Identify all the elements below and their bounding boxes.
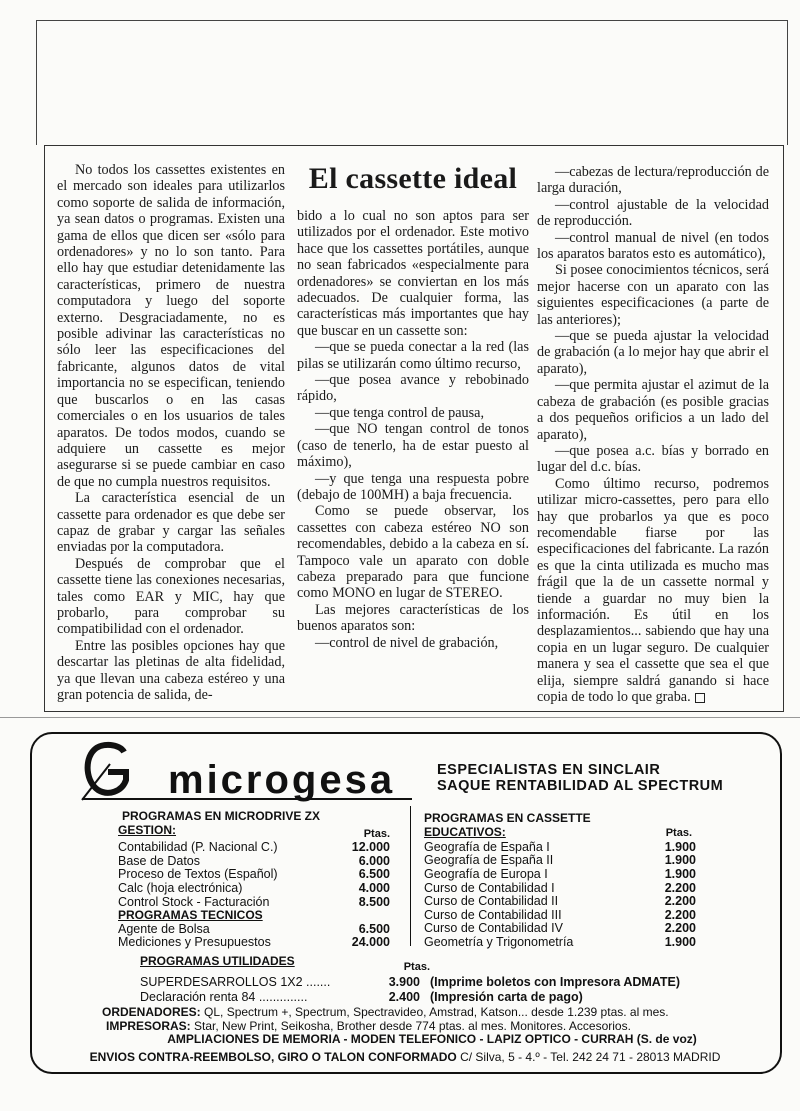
- program-name: Agente de Bolsa: [118, 921, 210, 936]
- paragraph: —que permita ajustar el azimut de la cabeza de grabación (es posible gracias a dos pequeños orificios a un lado del aparato),: [537, 377, 769, 443]
- paragraph: No todos los cassettes existentes en el mercado son ideales para utilizarlos como soporte de salida de información, ya sean datos o programas. Existen una gama de ellos que dicen ser «sólo para ordenadores» y no lo son tanto. Para ello hay que estudiar detenidamente las características, primero de nuestra computadora y luego del soporte externo. Desgraciadamente, no es posible adivinar las características no sólo leer las especificaciones del fabricante, algunos datos de vital importancia no se especifican, teniendo que buscarlos o en las casas comerciales o en los usuarios de tales aparatos. De todos modos, cuando se adquiere un cassette es mejor asegurarse si se puede cambiar en caso de que no cumpla nuestros requisitos.: [57, 162, 285, 490]
- program-price: 6.500: [358, 921, 390, 936]
- end-mark-icon: [695, 693, 705, 703]
- educativos-label: EDUCATIVOS:: [424, 824, 506, 839]
- utilidades-label: PROGRAMAS UTILIDADES: [140, 954, 295, 968]
- program-price: 6.000: [358, 853, 390, 868]
- program-name: Mediciones y Presupuestos: [118, 935, 271, 950]
- advertisement: [30, 732, 782, 1074]
- paragraph: —que posea a.c. bías y borrado en lugar del d.c. bías.: [537, 442, 769, 476]
- program-price: 1.900: [664, 839, 696, 854]
- tecnicos-list: [118, 923, 390, 950]
- price-row: [424, 922, 704, 936]
- program-name: Base de Datos: [118, 853, 200, 868]
- top-blank-area: [36, 20, 788, 145]
- ampliaciones-text: AMPLIACIONES DE MEMORIA - MODEN TELEFONICO - LAPIZ OPTICO - CURRAH (S. de voz): [167, 1032, 697, 1046]
- program-price: 2.200: [664, 880, 696, 895]
- paragraph-text: Como último recurso, podremos utilizar micro-cassettes, pero para ello hay que probarlos ya que es poco recomendable fiarse por las especificaciones del fabricante. La razón es que la cinta utilizada es mucho mas frágil que la de un cassette normal y tiende a guardar no muy bien la información. Es útil en los desplazamientos... sabiendo que hay una copia en un lugar seguro. De cualquier manera y sea el cassette que sea el que elija, siempre saldrá ganando si hace copia de todo lo que graba.: [537, 475, 769, 705]
- program-name: Calc (hoja electrónica): [118, 880, 243, 895]
- ptas-label: Ptas.: [363, 827, 390, 840]
- utilidad-row: [140, 990, 700, 1005]
- paragraph: Las mejores características de los buenos aparatos son:: [297, 601, 529, 635]
- program-name: Geometría y Trigonometría: [424, 934, 574, 949]
- article-column-1: [57, 162, 285, 703]
- ad-slogan: [437, 762, 723, 794]
- utilidad-note: (Impresión carta de pago): [430, 990, 583, 1004]
- ad-bottom-info: [102, 1006, 762, 1047]
- article-title: El cassette ideal: [308, 162, 518, 195]
- utilidad-name: Declaración renta 84 ..............: [140, 990, 308, 1004]
- paragraph: —que NO tengan control de tonos (caso de tenerlo, ha de estar puesto al máximo),: [297, 421, 529, 471]
- utilidad-row: [140, 975, 700, 990]
- paragraph: [537, 476, 769, 706]
- article-column-2: [297, 162, 529, 651]
- program-price: 12.000: [351, 840, 390, 855]
- program-price: 2.200: [664, 907, 696, 922]
- program-price: 8.500: [358, 894, 390, 909]
- ptas-label: Ptas.: [403, 961, 430, 973]
- brand-logotype: microgesa: [168, 758, 396, 802]
- gestion-list: [118, 841, 390, 909]
- tecnicos-label: PROGRAMAS TECNICOS: [118, 908, 263, 923]
- section-header: PROGRAMAS EN MICRODRIVE ZX: [122, 809, 321, 823]
- program-name: Curso de Contabilidad I: [424, 880, 555, 895]
- program-price: 2.200: [664, 921, 696, 936]
- utilidad-price: 3.900: [388, 975, 420, 989]
- program-price: 6.500: [358, 867, 390, 882]
- paragraph: La característica esencial de un cassette para ordenador es que debe ser capaz de grabar y cargar las señales enviadas por la computadora.: [57, 490, 285, 556]
- program-name: Geografía de Europa I: [424, 866, 548, 881]
- logo-underline: [82, 798, 412, 800]
- microgesa-logo-icon: [80, 740, 140, 802]
- section-divider: [0, 717, 800, 718]
- slogan-line-2: SAQUE RENTABILIDAD AL SPECTRUM: [437, 778, 724, 794]
- paragraph: —que tenga control de pausa,: [315, 404, 485, 421]
- gestion-header-row: [118, 824, 390, 842]
- price-row: [118, 868, 390, 882]
- program-name: Curso de Contabilidad II: [424, 894, 559, 909]
- price-row: [424, 882, 704, 896]
- column-divider: [410, 806, 411, 946]
- price-row: [118, 841, 390, 855]
- utilidades-list: [140, 975, 700, 1005]
- program-price: 1.900: [664, 866, 696, 881]
- paragraph: —que se pueda conectar a la red (las pilas se utilizarán como último recurso,: [297, 339, 529, 372]
- price-row: [424, 854, 704, 868]
- price-row: [118, 923, 390, 937]
- program-price: 24.000: [351, 935, 390, 950]
- program-price: 2.200: [664, 894, 696, 909]
- utilidad-price: 2.400: [388, 990, 420, 1004]
- footer-address: C/ Silva, 5 - 4.º - Tel. 242 24 71 - 28013 MADRID: [460, 1050, 721, 1064]
- program-price: 1.900: [664, 853, 696, 868]
- slogan-line-1: ESPECIALISTAS EN SINCLAIR: [437, 762, 661, 778]
- article-column-3: [537, 164, 769, 705]
- gestion-label: GESTION:: [118, 822, 177, 837]
- program-name: Proceso de Textos (Español): [118, 867, 278, 882]
- paragraph: —que posea avance y rebobinado rápido,: [297, 372, 529, 405]
- ptas-label: Ptas.: [665, 827, 692, 840]
- article-box: [44, 145, 784, 712]
- paragraph: bido a lo cual no son aptos para ser utilizados por el ordenador. Este motivo hace que los cassettes portátiles, aunque no sean fabricados «especialmente para ordenadores» se conviertan en los más adecuados. De cualquier forma, las características más importantes que hay que buscar en un cassette son:: [297, 208, 529, 339]
- section-header: PROGRAMAS EN CASSETTE: [424, 811, 591, 825]
- program-name: Control Stock - Facturación: [118, 894, 270, 909]
- price-row: [118, 896, 390, 910]
- program-name: Curso de Contabilidad III: [424, 907, 562, 922]
- utilidad-name: SUPERDESARROLLOS 1X2 .......: [140, 975, 331, 989]
- paragraph: —control manual de nivel (en todos los aparatos baratos esto es automático),: [537, 229, 769, 263]
- educativos-list: [424, 841, 704, 950]
- price-row: [424, 868, 704, 882]
- footer-bold: ENVIOS CONTRA-REEMBOLSO, GIRO O TALON CONFORMADO: [89, 1050, 457, 1064]
- paragraph: —control ajustable de la velocidad de reproducción.: [537, 196, 769, 230]
- program-name: Curso de Contabilidad IV: [424, 921, 563, 936]
- microdrive-programs: [118, 810, 390, 950]
- program-price: 4.000: [358, 880, 390, 895]
- paragraph: Después de comprobar que el cassette tiene las conexiones necesarias, tales como EAR y MIC, hay que probarlo, para comprobar su compatibilidad con el ordenador.: [57, 555, 285, 638]
- paragraph: —y que tenga una respuesta pobre (debajo de 100MH) a baja frecuencia.: [297, 470, 529, 503]
- cassette-programs: [424, 812, 704, 950]
- price-row: [424, 909, 704, 923]
- price-row: [424, 895, 704, 909]
- program-price: 1.900: [664, 934, 696, 949]
- price-row: [118, 855, 390, 869]
- paragraph: —control de nivel de grabación,: [315, 634, 499, 651]
- ordenadores-text: QL, Spectrum +, Spectrum, Spectravideo, Amstrad, Katson... desde 1.239 ptas. al mes.: [204, 1005, 669, 1019]
- utilidad-note: (Imprime boletos con Impresora ADMATE): [430, 975, 681, 989]
- impresoras-label: IMPRESORAS:: [106, 1018, 191, 1033]
- price-row: [118, 882, 390, 896]
- ordenadores-label: ORDENADORES:: [102, 1005, 201, 1019]
- price-row: [424, 936, 704, 950]
- ad-footer: [30, 1050, 780, 1064]
- program-name: Geografía de España II: [424, 853, 554, 868]
- paragraph: Si posee conocimientos técnicos, será mejor hacerse con un aparato con las siguientes especificaciones (a parte de las anteriores);: [537, 262, 769, 328]
- utilidades-section: [140, 954, 700, 1005]
- paragraph: Como se puede observar, los cassettes con cabeza estéreo NO son recomendables, debido a la cabeza en sí. Tampoco vale un aparato con doble cabeza preparado para que funcione como MONO en lugar de STEREO.: [297, 503, 529, 602]
- paragraph: —cabezas de lectura/reproducción de larga duración,: [537, 164, 769, 197]
- paragraph: Entre las posibles opciones hay que descartar las pletinas de alta fidelidad, ya que llevan una cabeza estéreo y una gran potencia de salida, de-: [57, 637, 285, 703]
- program-name: Geografía de España I: [424, 839, 550, 854]
- price-row: [118, 936, 390, 950]
- program-name: Contabilidad (P. Nacional C.): [118, 840, 278, 855]
- impresoras-text: Star, New Print, Seikosha, Brother desde 774 ptas. al mes. Monitores. Accesorios.: [194, 1018, 631, 1033]
- price-row: [424, 841, 704, 855]
- paragraph: —que se pueda ajustar la velocidad de grabación (a lo mejor hay que abrir el aparato),: [537, 328, 769, 377]
